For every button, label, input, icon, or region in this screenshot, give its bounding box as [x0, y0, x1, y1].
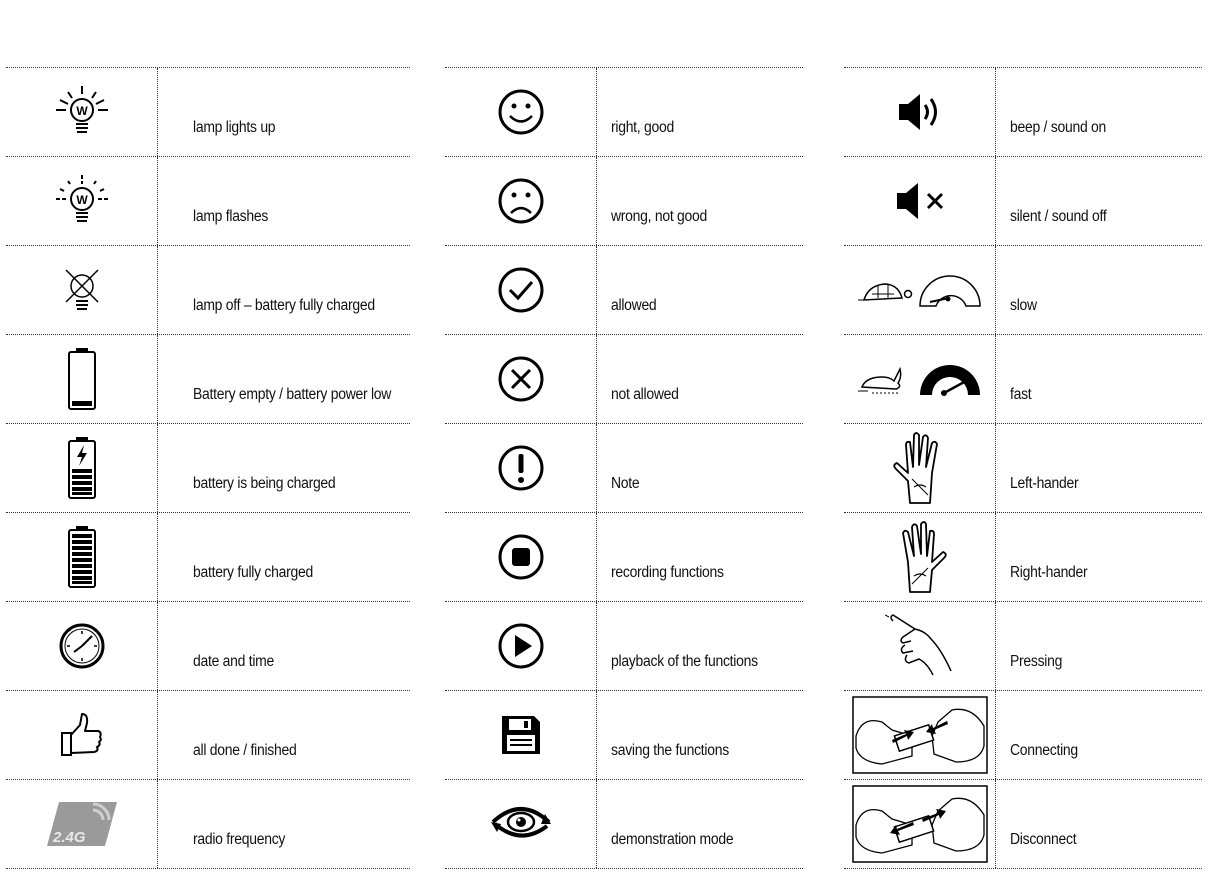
- table-row: [6, 245, 410, 334]
- thumbs-up-icon: [60, 711, 104, 759]
- symbol-label: radio frequency: [193, 831, 286, 848]
- lamp-lights-up-icon: [52, 84, 112, 140]
- table-row: [6, 601, 410, 690]
- speaker-on-icon: [896, 92, 944, 132]
- right-hand-icon: [888, 518, 952, 596]
- eye-cycle-icon: [489, 802, 553, 846]
- symbol-label: Note: [611, 475, 640, 492]
- symbol-label: Battery empty / battery power low: [193, 386, 392, 403]
- disconnect-icon: [852, 785, 988, 863]
- exclamation-circle-icon: [497, 444, 545, 492]
- svg-text:W: W: [75, 104, 88, 118]
- play-circle-icon: [497, 622, 545, 670]
- table-row: [844, 423, 1202, 512]
- table-row: [445, 245, 803, 334]
- table-row: [844, 601, 1202, 690]
- symbol-label: recording functions: [611, 564, 724, 581]
- table-row: [6, 690, 410, 779]
- table-row: [445, 423, 803, 512]
- symbol-label: silent / sound off: [1010, 208, 1107, 225]
- table-row: [445, 334, 803, 423]
- floppy-disk-icon: [500, 714, 542, 756]
- x-circle-icon: [497, 355, 545, 403]
- symbol-label: lamp off – battery fully charged: [193, 297, 375, 314]
- table-row: [844, 334, 1202, 423]
- symbol-label: demonstration mode: [611, 831, 734, 848]
- svg-text:2.4G: 2.4G: [52, 829, 86, 846]
- symbol-label: saving the functions: [611, 742, 729, 759]
- frown-icon: [497, 177, 545, 225]
- record-stop-icon: [497, 533, 545, 581]
- smiley-icon: [497, 88, 545, 136]
- table-row: [6, 334, 410, 423]
- symbol-label: Pressing: [1010, 653, 1063, 670]
- symbol-label: fast: [1010, 386, 1032, 403]
- battery-empty-icon: [67, 347, 97, 411]
- clock-icon: [58, 622, 106, 670]
- table-row: [6, 423, 410, 512]
- lamp-flashes-icon: [52, 173, 112, 229]
- symbol-label: battery is being charged: [193, 475, 336, 492]
- battery-full-icon: [67, 525, 97, 589]
- table-row: [844, 67, 1202, 156]
- symbol-label: beep / sound on: [1010, 119, 1107, 136]
- table-row: [445, 156, 803, 245]
- symbol-label: battery fully charged: [193, 564, 313, 581]
- table-row: [445, 601, 803, 690]
- table-row: [6, 67, 410, 156]
- table-row: [844, 512, 1202, 601]
- table-row: [6, 512, 410, 601]
- turtle-gauge-icon: [856, 270, 984, 310]
- symbol-column-3: [844, 67, 1202, 869]
- symbol-label: slow: [1010, 297, 1037, 314]
- check-circle-icon: [497, 266, 545, 314]
- symbol-label: all done / finished: [193, 742, 297, 759]
- symbol-label: lamp flashes: [193, 208, 269, 225]
- speaker-off-icon: [894, 181, 946, 221]
- symbol-column-1: [6, 67, 410, 869]
- table-row: [445, 690, 803, 779]
- symbol-label: allowed: [611, 297, 657, 314]
- table-row: [445, 67, 803, 156]
- table-row: [844, 245, 1202, 334]
- table-row: [844, 156, 1202, 245]
- symbol-label: playback of the functions: [611, 653, 758, 670]
- symbol-column-2: [445, 67, 803, 869]
- symbol-label: Left-hander: [1010, 475, 1079, 492]
- symbol-label: date and time: [193, 653, 275, 670]
- symbol-label: Connecting: [1010, 742, 1078, 759]
- table-row: [844, 779, 1202, 869]
- left-hand-icon: [888, 429, 952, 507]
- symbol-label: right, good: [611, 119, 674, 136]
- lamp-off-icon: [62, 266, 102, 314]
- symbol-label: Right-hander: [1010, 564, 1088, 581]
- svg-text:W: W: [75, 193, 88, 207]
- battery-charging-icon: [67, 436, 97, 500]
- table-row: [445, 779, 803, 869]
- symbol-label: Disconnect: [1010, 831, 1077, 848]
- table-row: [6, 779, 410, 869]
- radio-frequency-icon: [45, 800, 119, 848]
- symbol-label: wrong, not good: [611, 208, 708, 225]
- rabbit-gauge-icon: [856, 359, 984, 399]
- symbol-label: not allowed: [611, 386, 679, 403]
- table-row: [844, 690, 1202, 779]
- pressing-hand-icon: [885, 611, 955, 681]
- symbol-label: lamp lights up: [193, 119, 276, 136]
- table-row: [445, 512, 803, 601]
- connecting-icon: [852, 696, 988, 774]
- table-row: [6, 156, 410, 245]
